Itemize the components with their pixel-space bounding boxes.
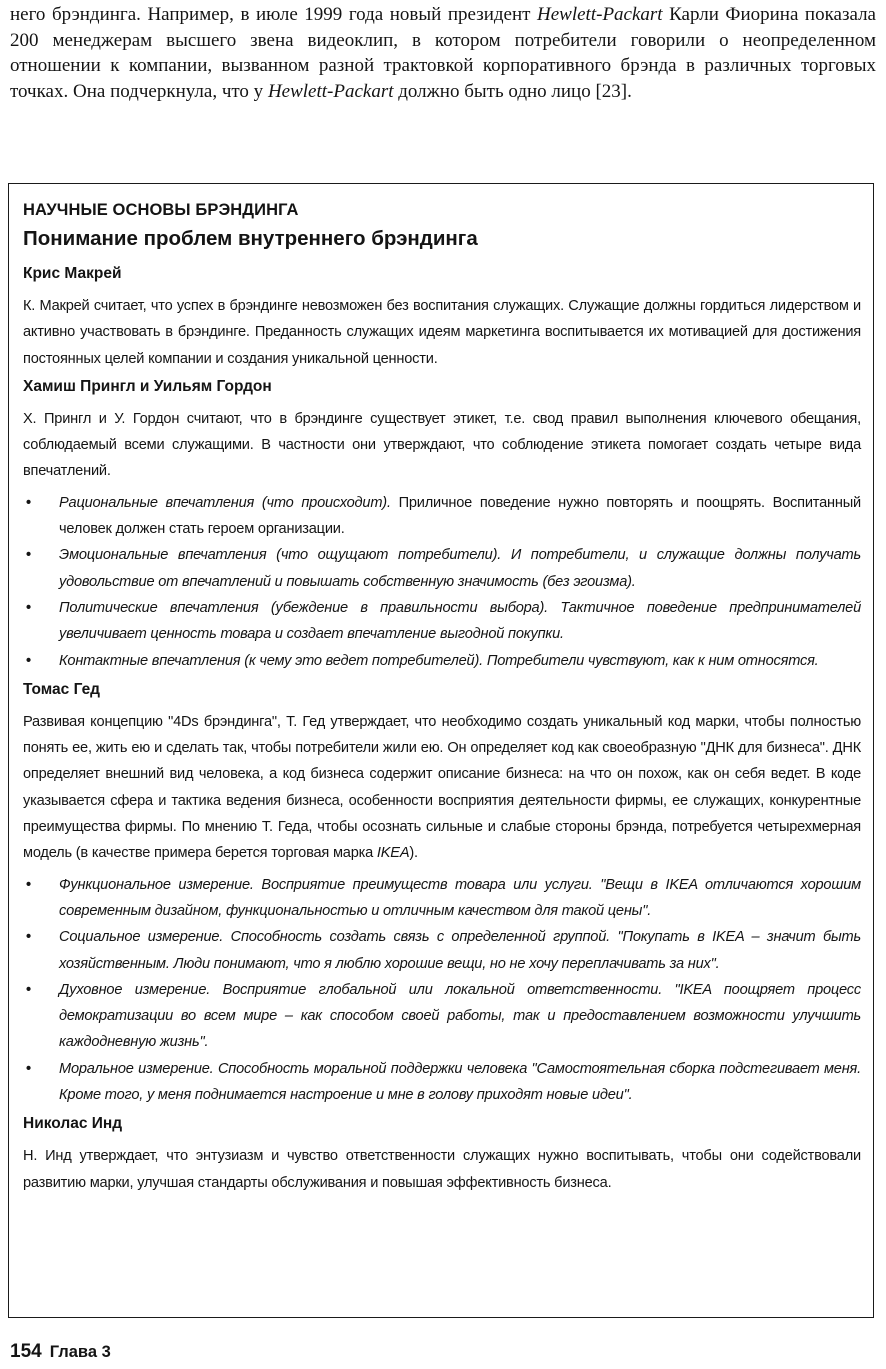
company-name: Hewlett-Packart [267, 80, 394, 102]
chapter-label: Глава 3 [49, 1343, 111, 1361]
bullet-list [23, 872, 861, 1109]
intro-paragraph [10, 2, 876, 104]
bullet-icon: • [26, 1060, 31, 1077]
brand-name: IKEA [376, 845, 410, 862]
section-paragraph: Н. Инд утверждает, что энтузиазм и чувство ответственности служащих нужно воспитывать, чтобы они содействовали развитию марки, улучшая стандарты обслуживания и повышая эффективность бизнеса. [23, 1148, 861, 1191]
list-item: • Контактные впечатления (к чему это ведет потребителей). Потребители чувствуют, как к ним относятся. [23, 648, 861, 674]
bullet-icon: • [26, 876, 31, 893]
bullet-icon: • [26, 929, 31, 946]
section-paragraph: Х. Прингл и У. Гордон считают, что в брэндинге существует этикет, т.е. свод правил выполнения ключевого обещания, соблюдаемый всеми служащими. В частности они утверждают, что соблюдение этикета помогает создать четыре вида впечатлений. [23, 410, 861, 480]
list-item: • Функциональное измерение. Восприятие преимуществ товара или услуги. "Вещи в IKEA отличаются хорошим современным дизайном, функциональностью и отличным качеством для такой цены". [23, 872, 861, 925]
intro-text-1: него брэндинга. Например, в июле 1999 года новый президент [10, 4, 538, 25]
section-author: Николас Инд [23, 1115, 123, 1133]
list-item: • Политические впечатления (убеждение в правильности выбора). Тактичное поведение предпринимателей увеличивает ценность товара и создает впечатление выгодной покупки. [23, 595, 861, 648]
list-item: • Моральное измерение. Способность моральной поддержки человека "Самостоятельная сборка подстегивает меня. Кроме того, у меня поднимается настроение и мне в голову приходят новые идеи". [23, 1056, 861, 1109]
bullet-icon: • [26, 494, 31, 511]
intro-text-2: Карли Фиорина показала 200 менеджерам высшего звена видеоклип, в котором потребители говорили о неопределенном отношении к компании, вызванном разной трактовкой корпоративного брэнда в различных торговых точках. Она подчеркнула, что у [10, 4, 876, 102]
intro-text-3: должно быть одно лицо [23]. [393, 80, 632, 102]
list-item: • Эмоциональные впечатления (что ощущают потребители). И потребители, и служащие должны получать удовольствие от впечатлений и повышать собственную значимость (без эгоизма). [23, 542, 861, 595]
section-author: Томас Гед [23, 680, 101, 698]
sidebar-box [8, 183, 874, 1318]
box-rubric: НАУЧНЫЕ ОСНОВЫ БРЭНДИНГА [23, 201, 299, 219]
bullet-icon: • [26, 652, 31, 669]
bullet-list [23, 490, 861, 674]
bullet-icon: • [26, 981, 31, 998]
bullet-icon: • [26, 547, 31, 564]
list-item: • Социальное измерение. Способность создать связь с определенной группой. "Покупать в IKEA – значит быть хозяйственным. Люди понимают, что я люблю хорошие вещи, но не хочу переплачивать за них". [23, 924, 861, 977]
page-footer [10, 1340, 111, 1363]
company-name: Hewlett-Packart [537, 4, 663, 25]
section-paragraph: К. Макрей считает, что успех в брэндинге невозможен без воспитания служащих. Служащие должны гордиться лидерством и активно участвовать в брэндинге. Преданность служащих идеям маркетинга воспитывается их мотивацией для достижения постоянных целей компании и создания уникальной ценности. [23, 298, 861, 367]
bullet-icon: • [26, 599, 31, 616]
list-item: • Духовное измерение. Восприятие глобальной или локальной ответственности. "IKEA поощряет процесс демократизации во всем мире – как способом своей работы, так и предоставлением возможности улучшить каждодневную жизнь". [23, 977, 861, 1056]
box-title: Понимание проблем внутреннего брэндинга [23, 227, 478, 250]
section-author: Хамиш Прингл и Уильям Гордон [23, 377, 272, 395]
page-number: 154 [10, 1341, 42, 1362]
section-author: Крис Макрей [23, 265, 122, 282]
list-item: • Рациональные впечатления (что происходит). Приличное поведение нужно повторять и поощрять. Воспитанный человек должен стать героем организации. [23, 490, 861, 543]
section-paragraph: Развивая концепцию "4Ds брэндинга", Т. Гед утверждает, что необходимо создать уникальный код марки, чтобы полностью понять ее, жить ею и сделать так, чтобы потребители жили ею. Он определяет код как своеобразную "ДНК для бизнеса". ДНК определяет внешний вид человека, а код бизнеса содержит описание бизнеса: на что он похож, как он себя ведет. В коде указывается сфера и тактика ведения бизнеса, особенности восприятия деятельности фирмы, ее служащих, конкурентные преимущества фирмы. По мнению Т. Геда, чтобы осознать сильные и слабые стороны брэнда, потребуется четырехмерная модель (в качестве примера берется торговая марка IKEA). [23, 713, 861, 862]
